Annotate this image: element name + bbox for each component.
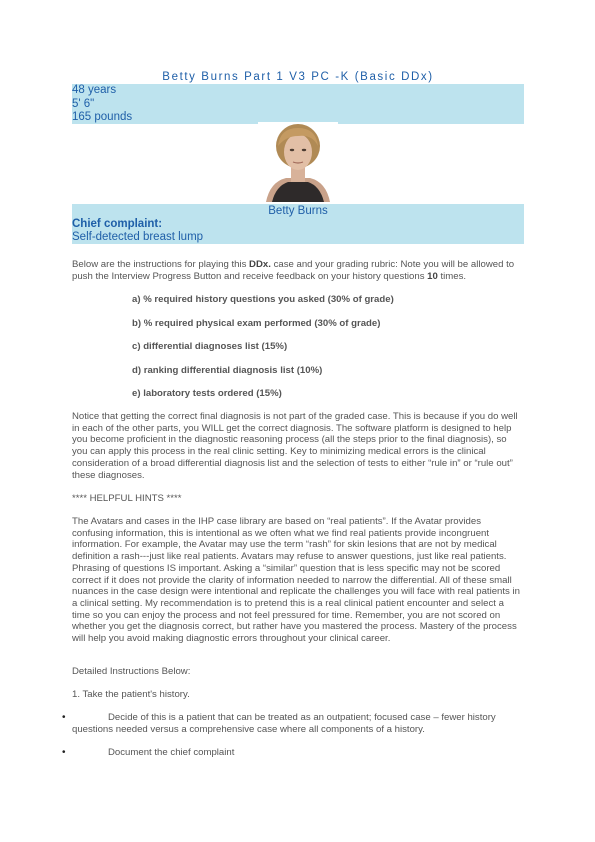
patient-age: 48 years [72, 84, 117, 96]
bullet-item: Document the chief complaint [108, 747, 235, 758]
step-one-heading: 1. Take the patient's history. [72, 689, 190, 700]
intro-text-2: case and your grading rubric: Note you will be allowed to push the Interview Progress Button and receive feedback on your history questions [72, 259, 515, 282]
rubric-item: c) differential diagnoses list (15%) [132, 341, 288, 352]
rubric-item: b) % required physical exam performed (30% of grade) [132, 318, 381, 329]
bullet-dot-icon: • [62, 712, 66, 723]
rubric-item: a) % required history questions you asked (30% of grade) [132, 294, 394, 305]
helpful-hints-heading: **** HELPFUL HINTS **** [72, 493, 182, 504]
intro-bold-ddx: DDx. [249, 259, 271, 270]
bullet-item: Decide of this is a patient that can be treated as an outpatient; focused case – fewer history questions needed versus a comprehensive case where all components of a history. [72, 712, 496, 735]
notice-paragraph: Notice that getting the correct final diagnosis is not part of the graded case. This is because if you do well in each of the other parts, you WILL get the correct diagnosis. The software platform is designed to help you become proficient in the diagnostic reasoning process (all the steps prior to the final diagnosis), so you can apply this process in the real clinic setting. Key to minimizing medical errors is the clinical consideration of a broad differential diagnosis list and the selection of tests to either “rule in” or “rule out” these diagnoses. [72, 411, 518, 481]
bullet-dot-icon: • [62, 747, 66, 758]
document-title: Betty Burns Part 1 V3 PC -K (Basic DDx) [162, 71, 434, 83]
patient-height: 5' 6" [72, 97, 95, 110]
patient-summary-band [72, 204, 524, 244]
chief-complaint-value: Self-detected breast lump [72, 231, 204, 243]
patient-weight: 165 pounds [72, 111, 133, 123]
patient-name: Betty Burns [268, 205, 328, 217]
chief-complaint-label: Chief complaint: [72, 218, 163, 230]
intro-bold-count: 10 [427, 270, 438, 282]
intro-text-1: Below are the instructions for playing this [72, 259, 250, 270]
intro-paragraph [72, 259, 524, 282]
detailed-instructions-heading: Detailed Instructions Below: [72, 666, 191, 677]
patient-info-band [72, 84, 524, 124]
patient-avatar-photo [258, 122, 338, 202]
helpful-hints-paragraph: The Avatars and cases in the IHP case library are based on “real patients”. If the Avatar provides confusing information, this is intentional as we often what we find real patients provide incongruent information. For example, the Avatar may use the term “rash” for skin lesions that are not by medical definition a rash---just like real patients. Avatars may refuse to answer questions, just like real patients. Phrasing of questions IS important. Asking a “similar” question that is less specific may not be scored correct if it does not provide the clarity of information needed to narrow the differential. All of these small nuances in the case design were intentional and replicate the challenges you will face with real patients in a clinical setting. My recommendation is to pretend this is a real clinical patient encounter and select a time so you can enjoy the process and not feel pressured for time. Remember, you are not scored on whether you get the diagnosis correct, but rather have you mastered the process. Mastery of the process will help you avoid making diagnostic errors throughout your clinical career. [72, 516, 520, 645]
rubric-item: e) laboratory tests ordered (15%) [132, 388, 282, 399]
intro-text-3: times. [437, 270, 467, 282]
rubric-item: d) ranking differential diagnosis list (10%) [132, 365, 323, 376]
